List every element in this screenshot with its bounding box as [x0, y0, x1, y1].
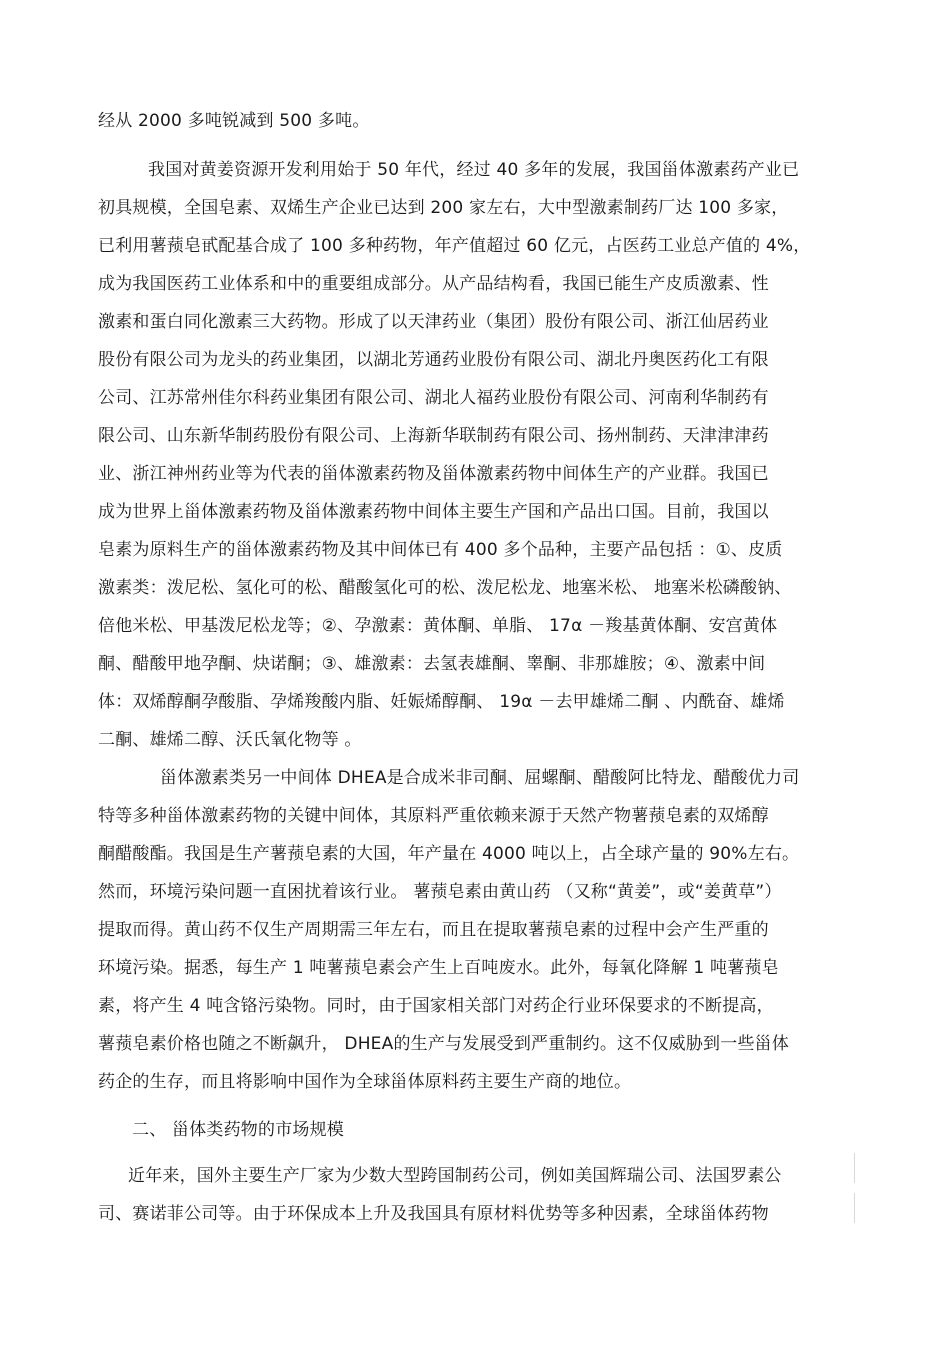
text-line: 激素和蛋白同化激素三大药物。形成了以天津药业（集团）股份有限公司、浙江仙居药业: [98, 312, 769, 332]
text-line: 然而，环境污染问题一直困扰着该行业。 薯蓣皂素由黄山药 （又称“黄姜”，或“姜黄草”）: [98, 882, 782, 902]
text-line: 环境污染。据悉，每生产 1 吨薯蓣皂素会产生上百吨废水。此外，每氧化降解 1 吨薯蓣皂: [98, 958, 779, 978]
text-line: 甾体激素类另一中间体 DHEA是合成米非司酮、屈螺酮、醋酸阿比特龙、醋酸优力司: [160, 768, 800, 788]
text-line: 激素类：泼尼松、氢化可的松、醋酸氢化可的松、泼尼松龙、地塞米松、 地塞米松磷酸钠、: [98, 578, 792, 598]
text-line: 皂素为原料生产的甾体激素药物及其中间体已有 400 多个品种，主要产品包括 ：①、皮质: [98, 540, 783, 560]
text-line: 二酮、雄烯二醇、沃氏氧化物等 。: [98, 730, 362, 750]
text-line: 酮醋酸酯。我国是生产薯蓣皂素的大国，年产量在 4000 吨以上，占全球产量的 90%左右。: [98, 844, 800, 864]
text-line: 素，将产生 4 吨含铬污染物。同时，由于国家相关部门对药企行业环保要求的不断提高，: [98, 996, 774, 1016]
text-line: 倍他米松、甲基泼尼松龙等；②、孕激素：黄体酮、单脂、 17α －羧基黄体酮、安宫黄体: [98, 616, 778, 636]
text-line: 股份有限公司为龙头的药业集团，以湖北芳通药业股份有限公司、湖北丹奥医药化工有限: [98, 350, 769, 370]
text-line: 特等多种甾体激素药物的关键中间体，其原料严重依赖来源于天然产物薯蓣皂素的双烯醇: [98, 806, 769, 826]
text-line: 初具规模，全国皂素、双烯生产企业已达到 200 家左右，大中型激素制药厂达 100 多家，: [98, 198, 789, 218]
text-line: 司、赛诺菲公司等。由于环保成本上升及我国具有原材料优势等多种因素，全球甾体药物: [98, 1204, 769, 1224]
margin-rule: [854, 1193, 855, 1223]
text-line: 成为世界上甾体激素药物及甾体激素药物中间体主要生产国和产品出口国。目前，我国以: [98, 502, 769, 522]
text-line: 酮、醋酸甲地孕酮、炔诺酮；③、雄激素：去氢表雄酮、睾酮、非那雄胺；④、激素中间: [98, 654, 766, 674]
text-line: 药企的生存，而且将影响中国作为全球甾体原料药主要生产商的地位。: [98, 1072, 632, 1092]
margin-rule: [854, 1153, 855, 1183]
text-line: 提取而得。黄山药不仅生产周期需三年左右，而且在提取薯蓣皂素的过程中会产生严重的: [98, 920, 769, 940]
text-line: 薯蓣皂素价格也随之不断飙升， DHEA的生产与发展受到严重制约。这不仅威胁到一些甾体: [98, 1034, 790, 1054]
text-line: 我国对黄姜资源开发利用始于 50 年代，经过 40 多年的发展，我国甾体激素药产业已: [148, 160, 800, 180]
section-heading: 二、 甾体类药物的市场规模: [132, 1120, 345, 1140]
text-line: 近年来，国外主要生产厂家为少数大型跨国制药公司，例如美国辉瑞公司、法国罗素公: [128, 1166, 782, 1186]
text-line: 经从 2000 多吨锐减到 500 多吨。: [98, 111, 370, 131]
text-line: 业、浙江神州药业等为代表的甾体激素药物及甾体激素药物中间体生产的产业群。我国已: [98, 464, 769, 484]
text-line: 体：双烯醇酮孕酸脂、孕烯羧酸内脂、妊娠烯醇酮、 19α －去甲雄烯二酮 、内酰奋、雄烯: [98, 692, 785, 712]
text-line: 限公司、山东新华制药股份有限公司、上海新华联制药有限公司、扬州制药、天津津津药: [98, 426, 769, 446]
text-line: 成为我国医药工业体系和中的重要组成部分。从产品结构看，我国已能生产皮质激素、性: [98, 274, 769, 294]
text-line: 公司、江苏常州佳尔科药业集团有限公司、湖北人福药业股份有限公司、河南利华制药有: [98, 388, 769, 408]
text-line: 已利用薯蓣皂甙配基合成了 100 多种药物，年产值超过 60 亿元，占医药工业总产值的 4%，: [98, 236, 811, 256]
